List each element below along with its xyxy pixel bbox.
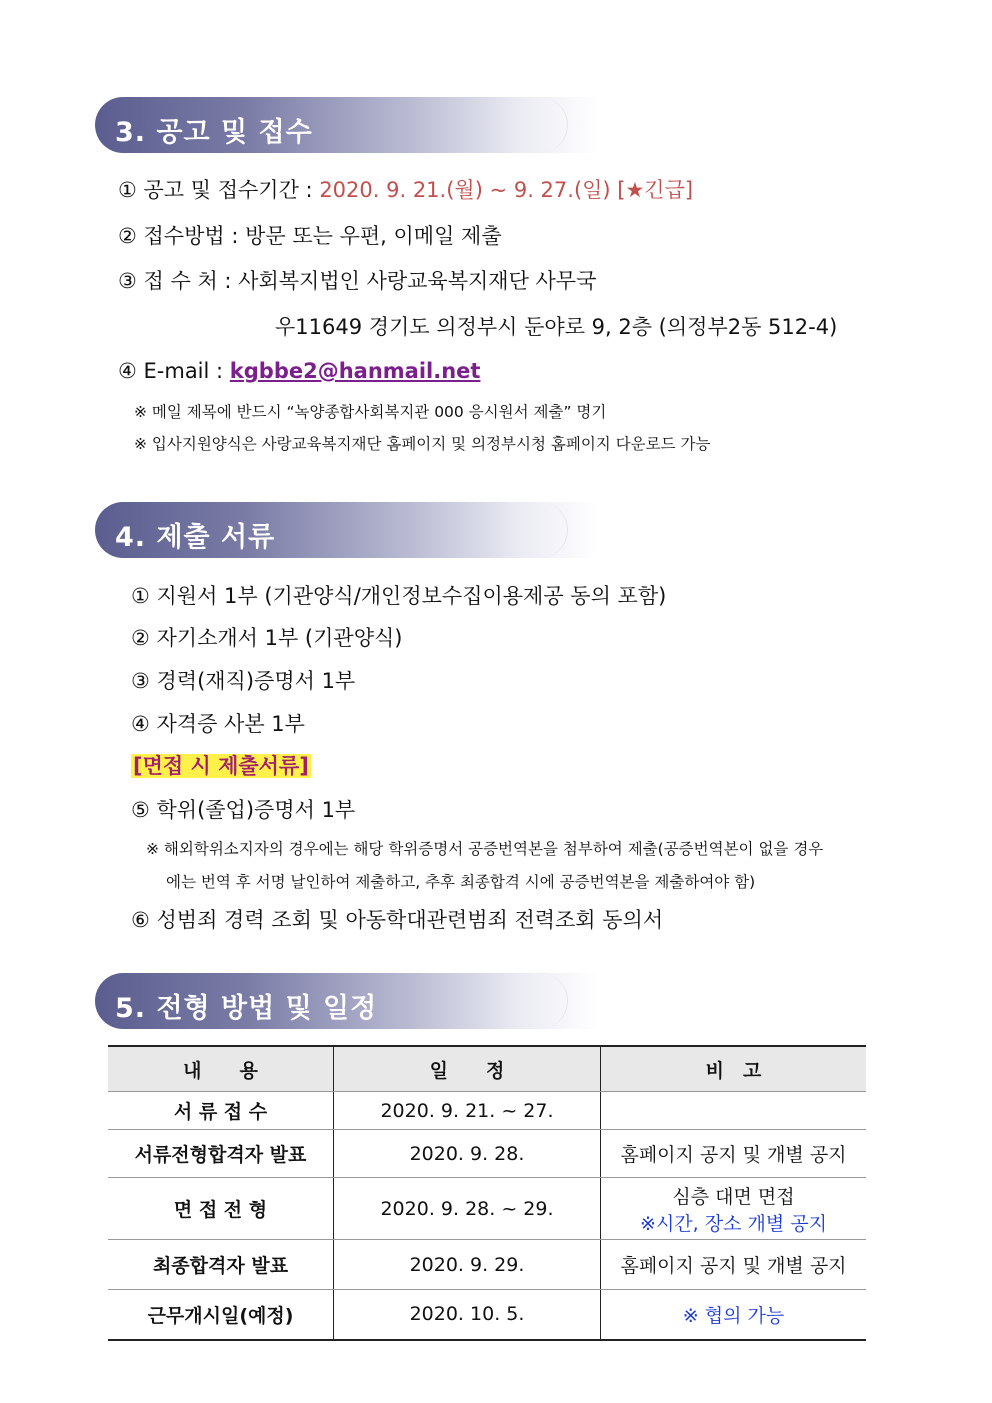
section-5-title: 5. 전형 방법 및 일정 (115, 993, 378, 1024)
header-content: 내 용 (108, 1046, 334, 1092)
place-value: 사회복지법인 사랑교육복지재단 사무국 (238, 269, 597, 293)
schedule-table (108, 1045, 866, 1341)
section-4-title: 4. 제출 서류 (115, 522, 276, 553)
row-date: 2020. 9. 28. ~ 29. (334, 1178, 601, 1240)
section-3-banner (95, 97, 600, 153)
row-note (601, 1092, 867, 1130)
foreign-degree-note-2: 에는 번역 후 서명 날인하여 제출하고, 추후 최종합격 시에 공증번역본을 제출하여야 함) (166, 873, 756, 891)
table-row (108, 1290, 866, 1340)
interview-docs-header (131, 752, 311, 780)
application-method (118, 222, 502, 250)
table-row (108, 1240, 866, 1290)
doc-item-1: ① 지원서 1부 (기관양식/개인정보수집이용제공 동의 포함) (131, 584, 667, 608)
application-place (118, 267, 596, 295)
doc-item-2: ② 자기소개서 1부 (기관양식) (131, 626, 403, 650)
table-row (108, 1178, 866, 1240)
header-date: 일 정 (334, 1046, 601, 1092)
section-5-banner (95, 973, 600, 1029)
note-form-download: ※ 입사지원양식은 사랑교육복지재단 홈페이지 및 의정부시청 홈페이지 다운로드 가능 (134, 435, 711, 453)
banner-cap (532, 973, 568, 1029)
item-label: 공고 및 접수기간 : (143, 178, 313, 202)
email-link[interactable]: kgbbe2@hanmail.net (229, 359, 481, 383)
item-number: ① (118, 178, 137, 202)
item-number: ② (118, 224, 137, 248)
row-date: 2020. 10. 5. (334, 1290, 601, 1340)
item-number: ③ (118, 269, 137, 293)
highlight-label: [면접 시 제출서류] (133, 754, 309, 778)
address: 우11649 경기도 의정부시 둔야로 9, 2층 (의정부2동 512-4) (275, 315, 838, 339)
email-line (118, 357, 480, 385)
item-label: 접수방법 : 방문 또는 우편, 이메일 제출 (143, 224, 502, 248)
row-note: 홈페이지 공지 및 개별 공지 (601, 1130, 867, 1178)
row-date: 2020. 9. 28. (334, 1130, 601, 1178)
row-content: 서 류 접 수 (108, 1092, 334, 1130)
table-header-row (108, 1046, 866, 1092)
doc-item-4: ④ 자격증 사본 1부 (131, 712, 305, 736)
item-number: ④ (118, 359, 137, 383)
row-date: 2020. 9. 21. ~ 27. (334, 1092, 601, 1130)
doc-item-6: ⑥ 성범죄 경력 조회 및 아동학대관련범죄 전력조회 동의서 (131, 908, 664, 932)
table-row (108, 1130, 866, 1178)
period-value: 2020. 9. 21.(월) ~ 9. 27.(일) [★긴급] (319, 178, 694, 202)
section-4-banner (95, 502, 600, 558)
row-note (601, 1178, 867, 1240)
item-label: E-mail : (143, 359, 224, 383)
banner-cap (532, 97, 568, 153)
note-email-subject: ※ 메일 제목에 반드시 “녹양종합사회복지관 000 응시원서 제출” 명기 (134, 403, 607, 421)
doc-item-3: ③ 경력(재직)증명서 1부 (131, 669, 356, 693)
doc-item-5: ⑤ 학위(졸업)증명서 1부 (131, 798, 356, 822)
row-note: ※ 협의 가능 (601, 1290, 867, 1340)
header-note: 비 고 (601, 1046, 867, 1092)
table-row (108, 1092, 866, 1130)
section-3-title: 3. 공고 및 접수 (115, 117, 313, 148)
row-note: 홈페이지 공지 및 개별 공지 (601, 1240, 867, 1290)
row-content: 최종합격자 발표 (108, 1240, 334, 1290)
row-content: 서류전형합격자 발표 (108, 1130, 334, 1178)
item-label: 접 수 처 : (143, 269, 232, 293)
note-line-blue: ※시간, 장소 개별 공지 (640, 1212, 827, 1235)
announcement-period (118, 176, 693, 204)
foreign-degree-note-1: ※ 해외학위소지자의 경우에는 해당 학위증명서 공증번역본을 첨부하여 제출(공증번역본이 없을 경우 (146, 840, 824, 858)
banner-cap (532, 502, 568, 558)
row-date: 2020. 9. 29. (334, 1240, 601, 1290)
note-line: 심층 대면 면접 (672, 1185, 795, 1208)
row-content: 면 접 전 형 (108, 1178, 334, 1240)
row-content: 근무개시일(예정) (108, 1290, 334, 1340)
